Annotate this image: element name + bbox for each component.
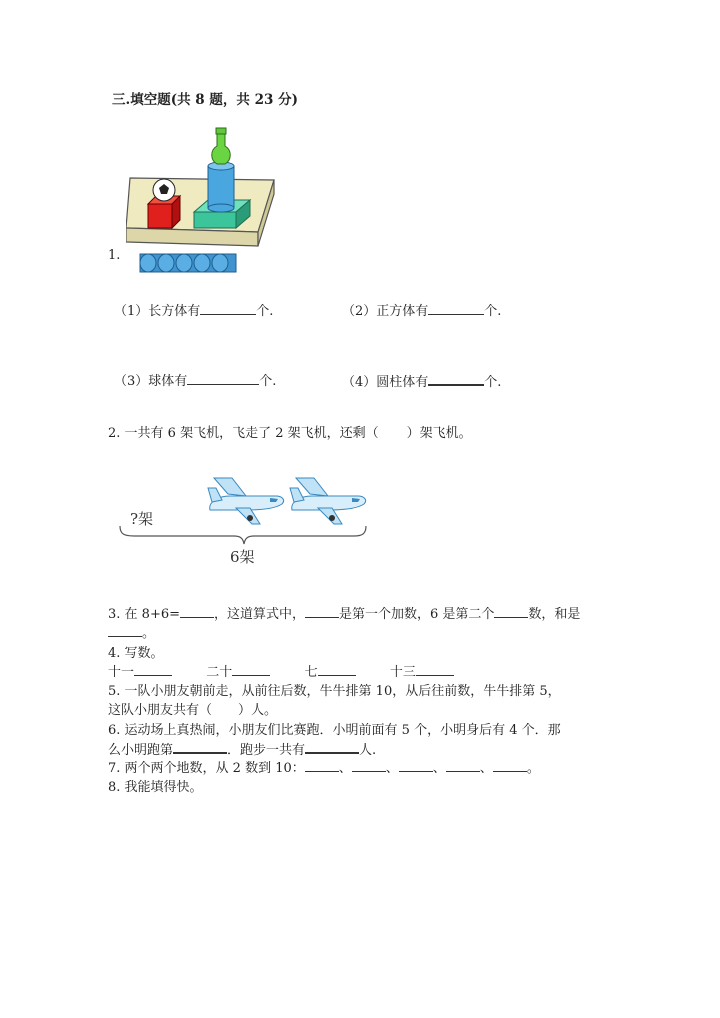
q1-part-1-blank[interactable] <box>200 300 256 315</box>
q8-text: 8. 我能填得快。 <box>108 780 203 795</box>
q7-blank-1[interactable] <box>305 757 339 772</box>
q1-part-2-unit: 个. <box>484 304 502 319</box>
cylinder-rollers <box>140 254 236 272</box>
total-count-label: 6架 <box>230 548 255 566</box>
q1-part-2 <box>342 300 501 319</box>
q3-line-2 <box>108 622 155 641</box>
q7-text: 7. 两个两个地数，从 2 数到 10： <box>108 761 305 776</box>
q5-line-1: 5. 一队小朋友朝前走，从前往后数，牛牛排第 10，从后往前数，牛牛排第 5， <box>108 684 561 699</box>
airplane-icon <box>208 478 284 524</box>
q1-part-4-blank[interactable] <box>428 370 484 386</box>
green-vase <box>212 128 231 164</box>
q7-line <box>108 757 540 776</box>
q3-blank-first-addend[interactable] <box>305 603 339 618</box>
q7-sep: 、 <box>385 761 399 776</box>
q1-part-2-blank[interactable] <box>428 300 484 315</box>
q3-line-1 <box>108 603 580 622</box>
q6-blank-total[interactable] <box>305 738 359 754</box>
blue-cylinder <box>208 162 234 212</box>
q4-item-4: 十三 <box>389 665 416 680</box>
q1-part-1-label: （1）长方体有 <box>114 304 201 319</box>
q1-part-2-label: （2）正方体有 <box>342 304 429 319</box>
q7-end: 。 <box>526 761 540 776</box>
q1-part-4-label: （4）圆柱体有 <box>342 375 429 390</box>
q6-text-b: ．跑步一共有 <box>227 743 306 758</box>
q6-text-c: 人. <box>359 743 377 758</box>
q7-sep: 、 <box>432 761 446 776</box>
q1-part-3 <box>114 370 276 389</box>
q6-line-1: 6. 运动场上真热闹，小朋友们比赛跑．小明前面有 5 个，小明身后有 4 个．那 <box>108 723 561 738</box>
q6-line-2 <box>108 738 376 758</box>
q2-text-b: ）架飞机。 <box>406 426 472 441</box>
total-brace <box>120 526 366 544</box>
q1-number: 1. <box>108 248 121 263</box>
q1-part-1 <box>114 300 273 319</box>
q4-blank-2[interactable] <box>232 661 270 676</box>
q2-airplanes-illustration <box>116 470 370 572</box>
q4-blank-4[interactable] <box>416 661 454 676</box>
q7-sep: 、 <box>338 761 352 776</box>
q7-sep: 、 <box>479 761 493 776</box>
q2-text <box>108 422 472 441</box>
q7-blank-3[interactable] <box>399 757 433 772</box>
q4-text: 4. 写数。 <box>108 646 164 661</box>
q3-text-d: 数，和是 <box>528 607 581 622</box>
q5-line-2 <box>108 699 277 718</box>
section-title: 三.填空题(共 8 题，共 23 分) <box>112 92 298 108</box>
q4-blank-1[interactable] <box>134 661 172 676</box>
q4-item-3: 七 <box>304 665 318 680</box>
q7-blank-5[interactable] <box>493 757 527 772</box>
q2-text-a: 2. 一共有 6 架飞机，飞走了 2 架飞机，还剩（ <box>108 426 379 441</box>
q5-text-b: ）人。 <box>238 703 278 718</box>
q3-text-b: ，这道算式中， <box>214 607 306 622</box>
q3-text-e: 。 <box>142 626 156 641</box>
q3-text-a: 3. 在 8+6= <box>108 607 180 622</box>
q1-part-4 <box>342 370 501 390</box>
q1-part-3-unit: 个. <box>259 374 277 389</box>
q4-blank-3[interactable] <box>318 661 356 676</box>
q3-text-c: 是第一个加数，6 是第二个 <box>339 607 495 622</box>
q4-items <box>108 661 454 680</box>
q7-blank-4[interactable] <box>446 757 480 772</box>
q7-blank-2[interactable] <box>352 757 386 772</box>
q4-item-2: 二十 <box>206 665 233 680</box>
unknown-count-label: ?架 <box>130 510 154 528</box>
airplane-icon <box>290 478 366 524</box>
q1-part-1-unit: 个. <box>256 304 274 319</box>
q3-blank-total[interactable] <box>108 622 142 637</box>
q3-blank-sum[interactable] <box>180 603 214 618</box>
q1-part-3-label: （3）球体有 <box>114 374 188 389</box>
q1-part-4-unit: 个. <box>484 375 502 390</box>
q3-blank-second-term[interactable] <box>494 603 528 618</box>
q1-shapes-illustration <box>126 124 282 282</box>
q1-part-3-blank[interactable] <box>187 370 259 385</box>
soccer-ball <box>153 179 175 201</box>
q4-item-1: 十一 <box>108 665 135 680</box>
q6-blank-position[interactable] <box>173 738 227 754</box>
q6-text-a: 么小明跑第 <box>108 743 174 758</box>
q5-text-a: 这队小朋友共有（ <box>108 703 213 718</box>
